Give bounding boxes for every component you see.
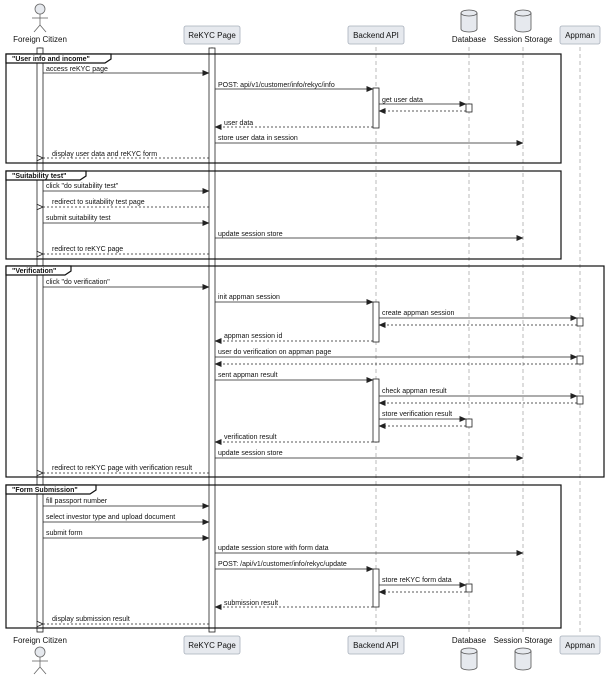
msg-init-appman: init appman session (218, 294, 280, 301)
activation-api-1 (373, 88, 379, 128)
msg-click-suitability: click "do suitability test" (46, 183, 119, 190)
msg-click-verification: click "do verification" (46, 279, 110, 286)
msg-post-info: POST: api/v1/customer/info/rekyc/info (218, 82, 335, 89)
group-form-submission-label: "Form Submission" (12, 487, 78, 494)
activation-db-3 (466, 584, 472, 592)
msg-select-investor: select investor type and upload document (46, 514, 176, 521)
msg-access-page: access reKYC page (46, 66, 108, 73)
group-suitability-label: "Suitability test" (12, 173, 67, 180)
participant-db-bottom: Database (451, 636, 487, 645)
actor-citizen-top (32, 4, 48, 32)
participant-session-bottom: Session Storage (493, 636, 553, 645)
msg-appman-session-id: appman session id (224, 333, 283, 340)
activation-db-1 (466, 104, 472, 112)
group-verification-frame (6, 266, 604, 477)
participant-citizen-bottom: Foreign Citizen (13, 636, 67, 645)
activation-api-4 (373, 569, 379, 607)
msg-redirect-suitability: redirect to suitability test page (52, 199, 145, 206)
msg-user-data: user data (224, 120, 254, 127)
msg-update-session-form: update session store with form data (218, 545, 329, 552)
participant-page-top: ReKYC Page (188, 31, 236, 40)
activation-appman-2 (577, 356, 583, 364)
msg-update-session-1: update session store (218, 231, 283, 238)
actor-citizen-bottom (32, 647, 48, 674)
group-verification-label: "Verification" (12, 268, 57, 275)
database-icon-bottom (461, 648, 477, 670)
msg-submit-form: submit form (46, 530, 83, 537)
participant-citizen-top: Foreign Citizen (13, 35, 67, 44)
activation-appman-1 (577, 318, 583, 326)
msg-get-user-data: get user data (382, 97, 423, 104)
msg-sent-appman-result: sent appman result (218, 372, 278, 379)
participant-appman-top: Appman (565, 31, 595, 40)
participant-session-top: Session Storage (493, 35, 553, 44)
activation-api-3 (373, 379, 379, 442)
msg-create-appman: create appman session (382, 310, 455, 317)
activation-citizen (37, 48, 43, 632)
group-user-info-label: "User info and income" (12, 56, 90, 63)
participant-api-bottom: Backend API (353, 641, 399, 650)
msg-verification-result: verification result (224, 434, 277, 441)
msg-user-verification: user do verification on appman page (218, 349, 332, 356)
msg-store-user-data: store user data in session (218, 135, 298, 142)
msg-display-submission: display submission result (52, 616, 130, 623)
participant-appman-bottom: Appman (565, 641, 595, 650)
participant-db-top: Database (451, 35, 487, 44)
msg-display-user-data: display user data and reKYC form (52, 151, 158, 158)
participant-page-bottom: ReKYC Page (188, 641, 236, 650)
session-storage-icon-bottom (515, 648, 531, 670)
session-storage-icon-top (515, 10, 531, 32)
msg-redirect-rekyc-1: redirect to reKYC page (52, 246, 124, 253)
msg-redirect-rekyc-2: redirect to reKYC page with verification result (52, 465, 193, 472)
activation-appman-3 (577, 396, 583, 404)
msg-check-appman: check appman result (382, 388, 447, 395)
msg-store-rekyc-form: store reKYC form data (382, 577, 452, 584)
activation-page (209, 48, 215, 632)
activation-db-2 (466, 419, 472, 427)
msg-fill-passport: fill passport number (46, 498, 108, 505)
group-form-submission-frame (6, 485, 561, 628)
participant-api-top: Backend API (353, 31, 399, 40)
msg-update-session-2: update session store (218, 450, 283, 457)
msg-submission-result: submission result (224, 600, 279, 607)
msg-post-update: POST: /api/v1/customer/info/rekyc/update (218, 561, 347, 568)
database-icon-top (461, 10, 477, 32)
activation-api-2 (373, 302, 379, 342)
msg-store-verification: store verification result (382, 411, 453, 418)
msg-submit-suitability: submit suitability test (46, 215, 111, 222)
